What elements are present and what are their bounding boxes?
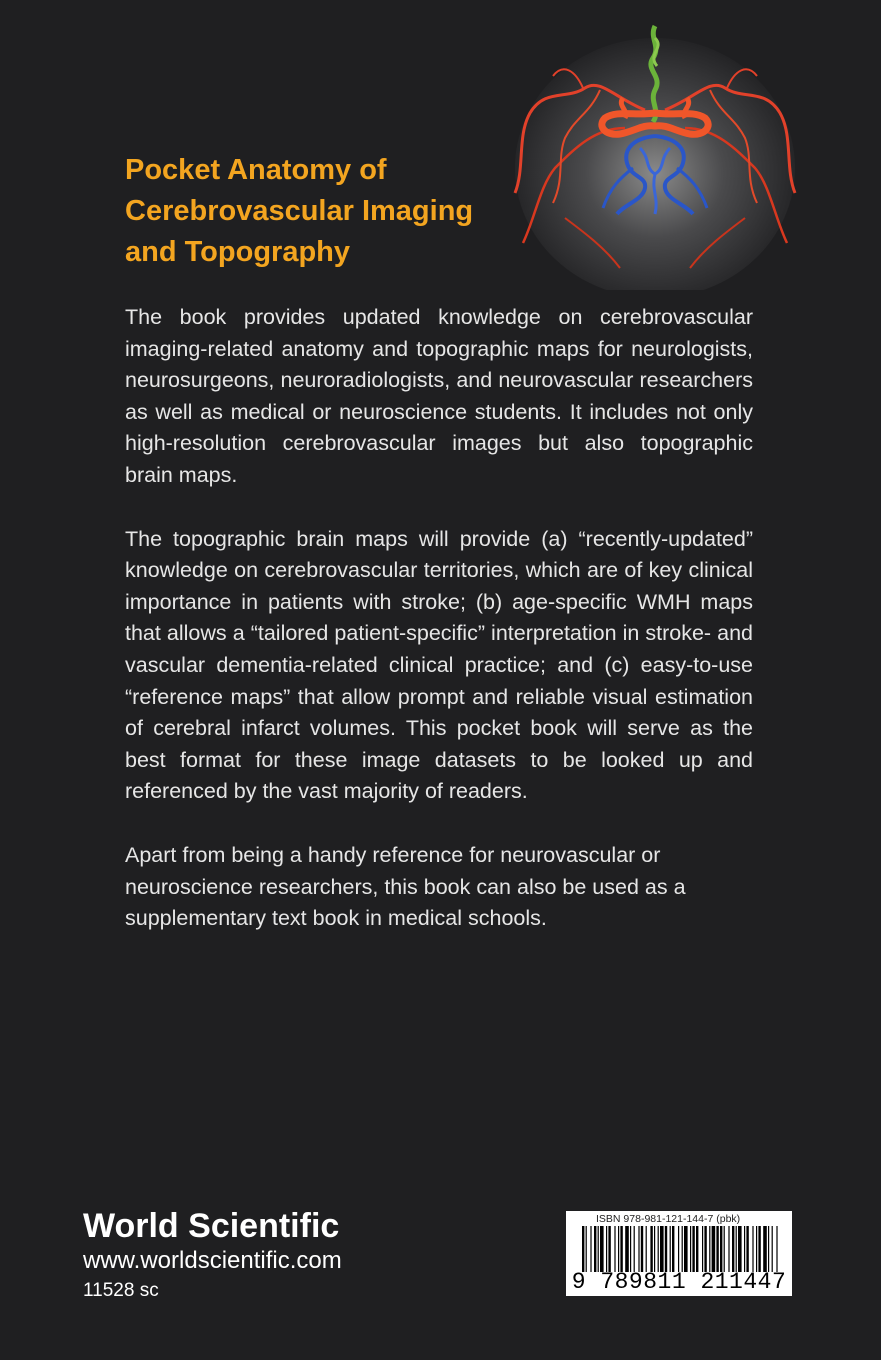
barcode-bar	[678, 1226, 679, 1272]
barcode-bar	[634, 1226, 635, 1272]
barcode-bar	[638, 1226, 639, 1272]
barcode-bar	[763, 1226, 767, 1272]
barcode-bar	[776, 1226, 777, 1272]
publisher-code: 11528 sc	[83, 1280, 159, 1301]
publisher-url: www.worldscientific.com	[83, 1247, 342, 1274]
barcode-bar	[736, 1226, 737, 1272]
barcode-bar	[670, 1226, 671, 1272]
barcode-bar	[641, 1226, 643, 1272]
isbn-barcode	[566, 1211, 792, 1296]
barcode-bar	[620, 1226, 622, 1272]
barcode-bar	[724, 1226, 725, 1272]
barcode-bar	[665, 1226, 667, 1272]
barcode-bar	[660, 1226, 664, 1272]
barcode-bar	[646, 1226, 647, 1272]
barcode-bar	[630, 1226, 631, 1272]
barcode-bar	[654, 1226, 655, 1272]
barcode-bar	[614, 1226, 615, 1272]
book-title-line-2: Cerebrovascular Imaging	[125, 195, 474, 227]
book-title	[125, 150, 545, 273]
barcode-bar	[618, 1226, 619, 1272]
book-description	[125, 302, 753, 967]
barcode-bar	[594, 1226, 596, 1272]
barcode-bar	[692, 1226, 694, 1272]
barcode-bar	[738, 1226, 742, 1272]
barcode-bar	[590, 1226, 591, 1272]
barcode-bar	[586, 1226, 587, 1272]
isbn-digits: 9 789811 211447	[571, 1269, 787, 1295]
barcode-bar	[600, 1226, 604, 1272]
barcode-bar	[696, 1226, 698, 1272]
publisher-name: World Scientific	[83, 1207, 340, 1245]
cerebrovascular-angiography-image	[505, 18, 805, 290]
barcode-bar	[690, 1226, 691, 1272]
description-paragraph-3: Apart from being a handy reference for neurovascular or neuroscience researchers, this book can also be used as a supplementary text book in medical schools.	[125, 842, 686, 931]
barcode-bar	[716, 1226, 718, 1272]
barcode-bar	[728, 1226, 729, 1272]
barcode-bar	[712, 1226, 716, 1272]
barcode-bar	[606, 1226, 607, 1272]
barcode-bar	[658, 1226, 659, 1272]
barcode-bar	[682, 1226, 683, 1272]
barcode-bar	[758, 1226, 760, 1272]
book-title-line-1: Pocket Anatomy of	[125, 154, 387, 186]
barcode-bar	[704, 1226, 706, 1272]
barcode-bar	[709, 1226, 710, 1272]
barcode-bar	[768, 1226, 769, 1272]
book-title-line-3: and Topography	[125, 236, 351, 268]
barcode-bar	[720, 1226, 722, 1272]
barcode-bar	[744, 1226, 745, 1272]
barcode-bar	[598, 1226, 599, 1272]
barcode-bar	[650, 1226, 652, 1272]
barcode-bar	[756, 1226, 757, 1272]
barcode-bar	[702, 1226, 703, 1272]
barcode-bar	[684, 1226, 688, 1272]
publisher-block	[83, 1206, 342, 1304]
barcode-bar	[608, 1226, 610, 1272]
barcode-bar	[625, 1226, 629, 1272]
barcode-bar	[746, 1226, 748, 1272]
barcode-bar	[582, 1226, 584, 1272]
barcode-bar	[752, 1226, 753, 1272]
description-paragraph-2: The topographic brain maps will provide (a) “recently-updated” knowledge on cerebrovascular territories, which are of key clinical importance in patients with stroke; (b) age-specific WMH maps that allows a “tailored patient-specific” interpretation in stroke- and vascular dementia-related clinical practice; and (c) easy-to-use “reference maps” that allow prompt and reliable visual estimation of cerebral infarct volumes. This pocket book will serve as the best format for these image datasets to be looked up and referenced by the vast majority of readers.	[125, 526, 753, 804]
description-paragraph-1: The book provides updated knowledge on cerebrovascular imaging-related anatomy and topographic maps for neurologists, neurosurgeons, neuroradiologists, and neurovascular researchers as well as medical or neuroscience students. It includes not only high-resolution cerebrovascular images but also topographic brain maps.	[125, 305, 753, 487]
isbn-label: ISBN 978-981-121-144-7 (pbk)	[596, 1213, 741, 1225]
barcode-bar	[672, 1226, 674, 1272]
barcode-bar	[772, 1226, 773, 1272]
barcode-bar	[732, 1226, 734, 1272]
